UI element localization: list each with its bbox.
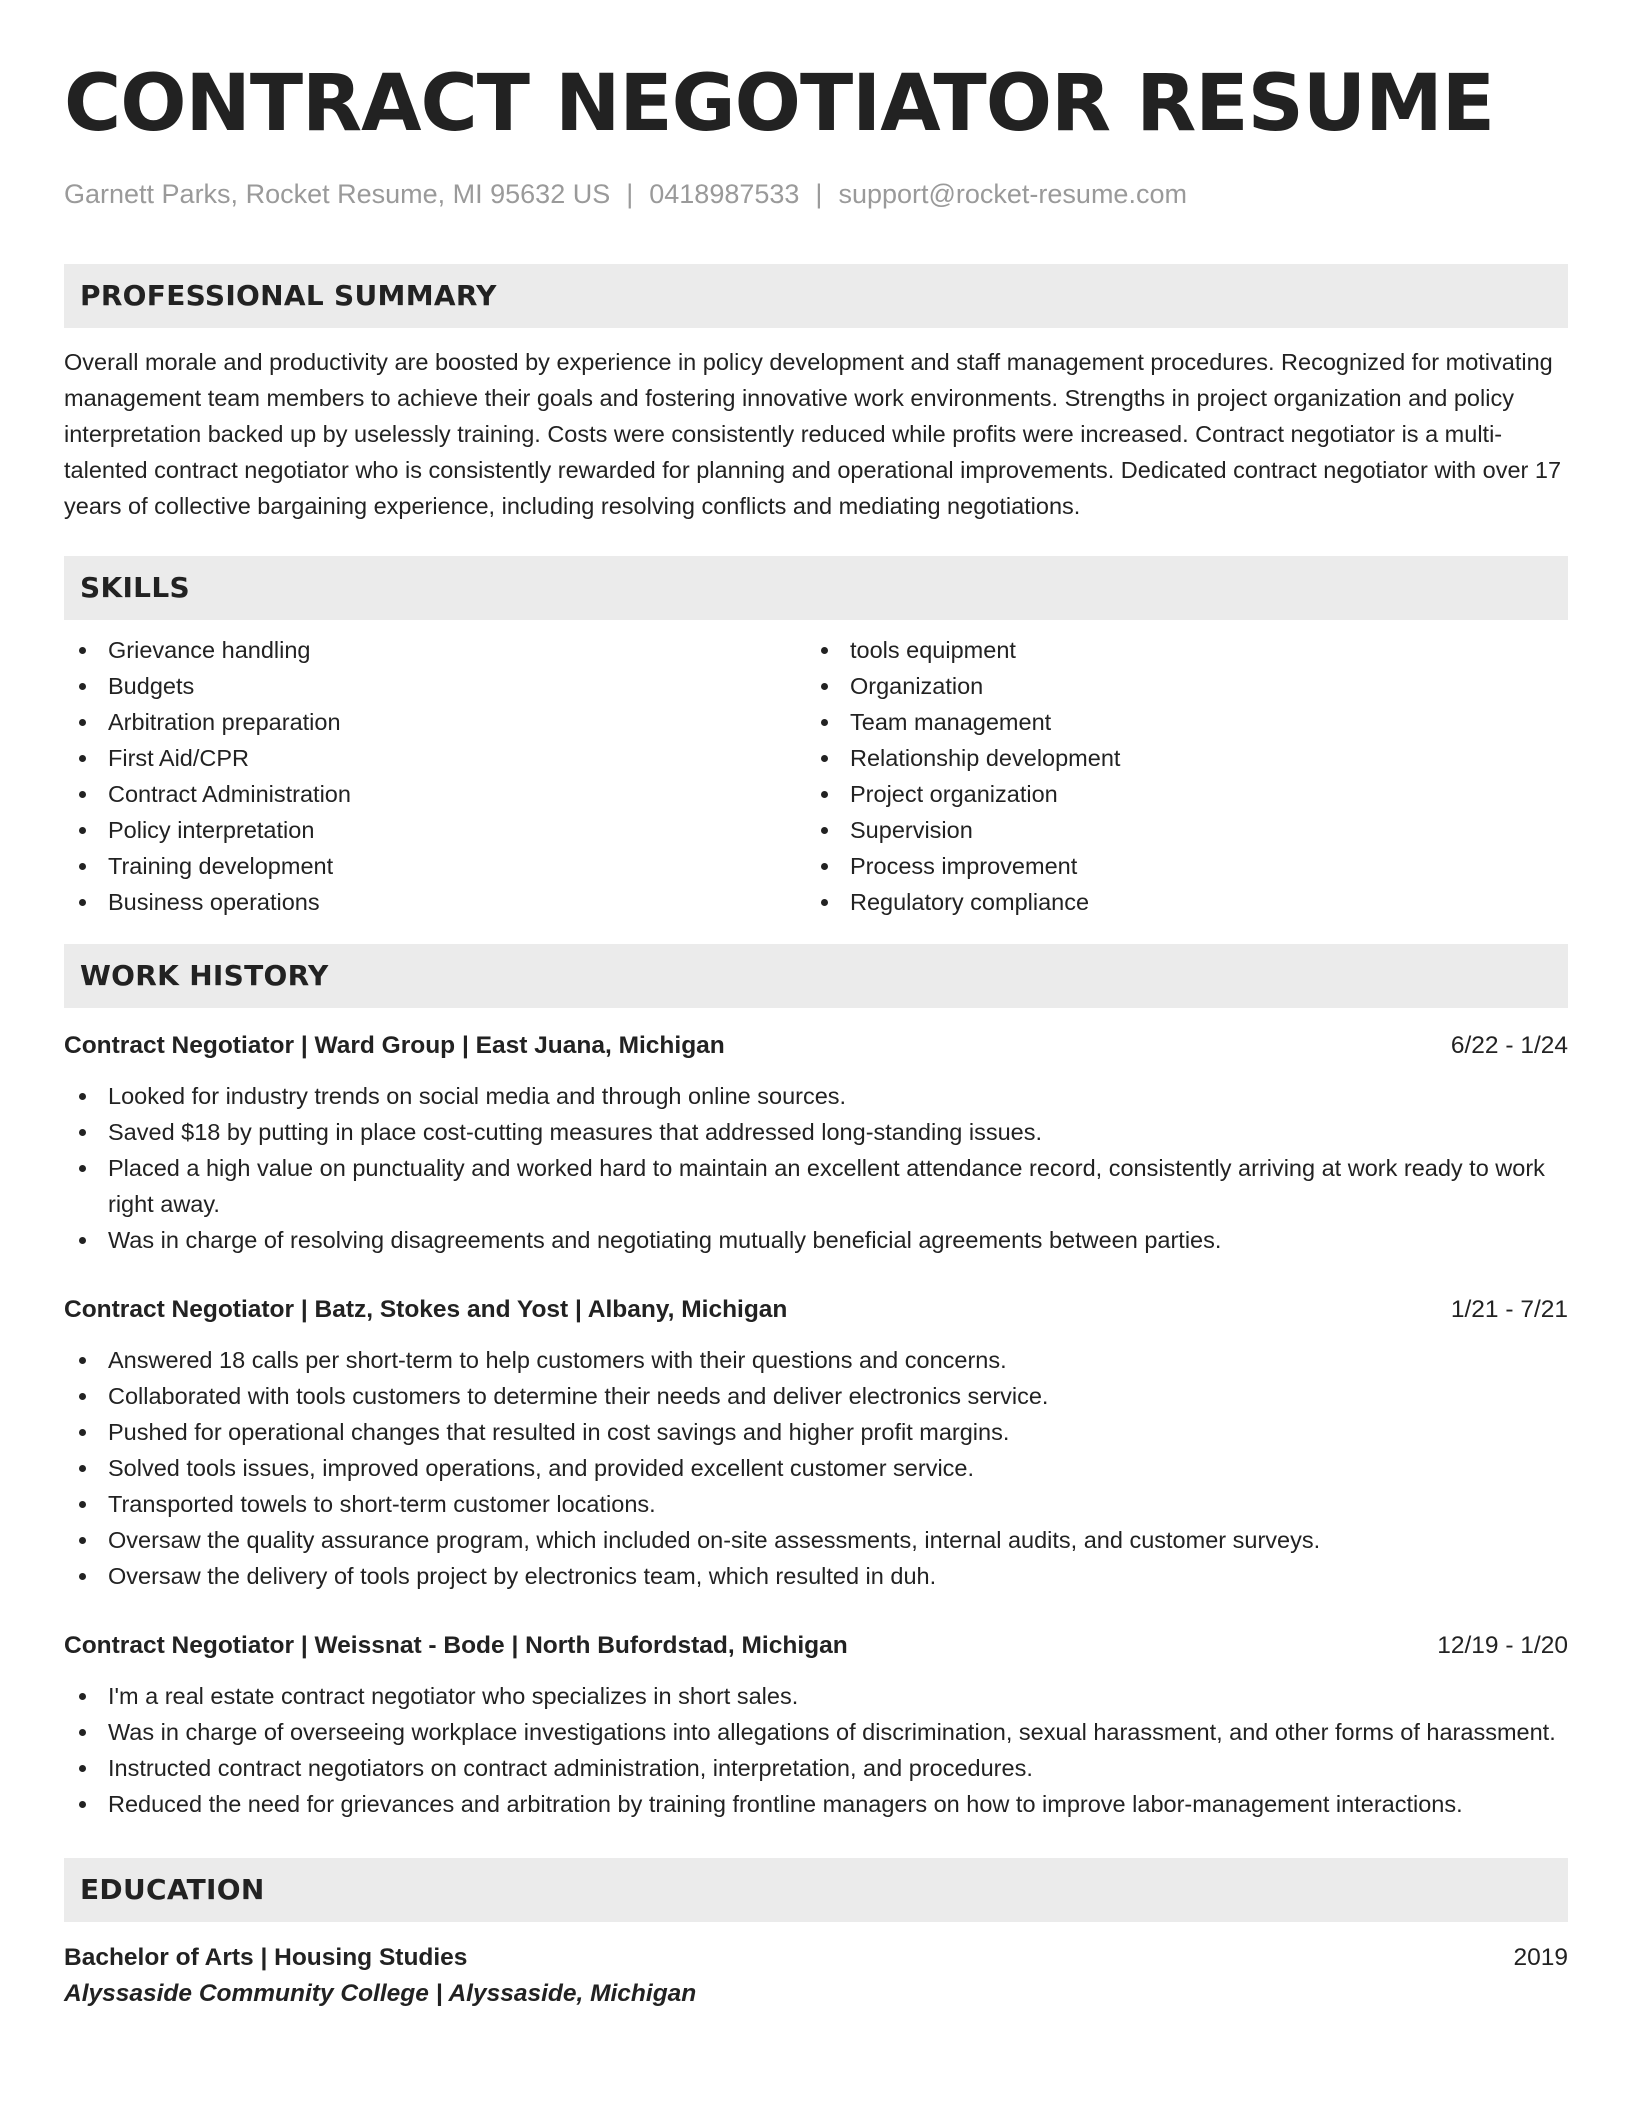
contact-separator: | [626, 179, 634, 209]
job-bullet: Oversaw the delivery of tools project by electronics team, which resulted in duh. [64, 1558, 1568, 1594]
skill-item: Organization [806, 668, 1548, 704]
job-bullet: Looked for industry trends on social media and through online sources. [64, 1078, 1568, 1114]
education-heading-line [64, 1940, 1568, 1976]
job-bullets [64, 1078, 1568, 1258]
job-bullet: Answered 18 calls per short-term to help customers with their questions and concerns. [64, 1342, 1568, 1378]
job-title: Contract Negotiator | Weissnat - Bode | North Bufordstad, Michigan [64, 1632, 848, 1659]
job-bullet: Oversaw the quality assurance program, which included on-site assessments, internal audits, and customer surveys. [64, 1522, 1568, 1558]
job-heading-line [64, 1028, 1568, 1064]
job-bullet: Saved $18 by putting in place cost-cutting measures that addressed long-standing issues. [64, 1114, 1568, 1150]
contact-separator: | [815, 179, 823, 209]
job-bullets [64, 1678, 1568, 1822]
contact-address: Garnett Parks, Rocket Resume, MI 95632 US [64, 179, 611, 209]
job-entry [64, 1628, 1568, 1822]
skill-item: Business operations [64, 884, 806, 920]
skill-item: Policy interpretation [64, 812, 806, 848]
skills-grid [64, 632, 1568, 920]
job-bullets [64, 1342, 1568, 1594]
contact-email: support@rocket-resume.com [838, 179, 1187, 209]
job-title: Contract Negotiator | Ward Group | East Juana, Michigan [64, 1032, 725, 1059]
skills-column-right [806, 632, 1548, 920]
resume-page [64, 56, 1568, 2012]
section-header-education: EDUCATION [64, 1858, 1568, 1922]
education-entry [64, 1940, 1568, 2012]
job-bullet: Solved tools issues, improved operations, and provided excellent customer service. [64, 1450, 1568, 1486]
job-bullet: Pushed for operational changes that resulted in cost savings and higher profit margins. [64, 1414, 1568, 1450]
job-dates: 6/22 - 1/24 [1450, 1032, 1568, 1059]
skill-item: Arbitration preparation [64, 704, 806, 740]
job-bullet: Transported towels to short-term customer locations. [64, 1486, 1568, 1522]
skill-item: Training development [64, 848, 806, 884]
skill-item: Project organization [806, 776, 1548, 812]
skill-item: Contract Administration [64, 776, 806, 812]
resume-title: CONTRACT NEGOTIATOR RESUME [64, 59, 1494, 149]
job-dates: 12/19 - 1/20 [1437, 1632, 1568, 1659]
job-title: Contract Negotiator | Batz, Stokes and Yost | Albany, Michigan [64, 1296, 788, 1323]
job-heading-line [64, 1292, 1568, 1328]
section-header-work-history: WORK HISTORY [64, 944, 1568, 1008]
job-bullet: Instructed contract negotiators on contract administration, interpretation, and procedures. [64, 1750, 1568, 1786]
job-bullet: Was in charge of resolving disagreements and negotiating mutually beneficial agreements between parties. [64, 1222, 1568, 1258]
job-entry [64, 1028, 1568, 1258]
job-bullet: Reduced the need for grievances and arbitration by training frontline managers on how to improve labor-management interactions. [64, 1786, 1568, 1822]
job-bullet: Was in charge of overseeing workplace investigations into allegations of discrimination, sexual harassment, and other forms of harassment. [64, 1714, 1568, 1750]
section-header-skills: SKILLS [64, 556, 1568, 620]
skill-item: Process improvement [806, 848, 1548, 884]
job-dates: 1/21 - 7/21 [1450, 1296, 1568, 1323]
job-bullet: I'm a real estate contract negotiator who specializes in short sales. [64, 1678, 1568, 1714]
skill-item: Team management [806, 704, 1548, 740]
skill-item: Relationship development [806, 740, 1548, 776]
skill-item: First Aid/CPR [64, 740, 806, 776]
section-header-summary: PROFESSIONAL SUMMARY [64, 264, 1568, 328]
skill-item: Budgets [64, 668, 806, 704]
education-school: Alyssaside Community College | Alyssaside, Michigan [64, 1980, 697, 2007]
summary-text: Overall morale and productivity are boosted by experience in policy development and staff management procedures. Recognized for motivating management team members to achieve their goals and fostering innovative work environments. Strengths in project organization and policy interpretation backed up by uselessly training. Costs were consistently reduced while profits were increased. Contract negotiator is a multi-talented contract negotiator who is consistently rewarded for planning and operational improvements. Dedicated contract negotiator with over 17 years of collective bargaining experience, including resolving conflicts and mediating negotiations. [64, 349, 1562, 519]
skill-item: Regulatory compliance [806, 884, 1548, 920]
job-bullet: Placed a high value on punctuality and worked hard to maintain an excellent attendance record, consistently arriving at work ready to work right away. [64, 1150, 1568, 1222]
contact-phone: 0418987533 [649, 179, 800, 209]
skill-item: Grievance handling [64, 632, 806, 668]
skill-item: Supervision [806, 812, 1548, 848]
education-degree: Bachelor of Arts | Housing Studies [64, 1944, 468, 1971]
job-entry [64, 1292, 1568, 1594]
education-year: 2019 [1513, 1944, 1568, 1971]
job-bullet: Collaborated with tools customers to determine their needs and deliver electronics service. [64, 1378, 1568, 1414]
job-heading-line [64, 1628, 1568, 1664]
skill-item: tools equipment [806, 632, 1548, 668]
contact-line [64, 176, 1568, 212]
skills-column-left [64, 632, 806, 920]
